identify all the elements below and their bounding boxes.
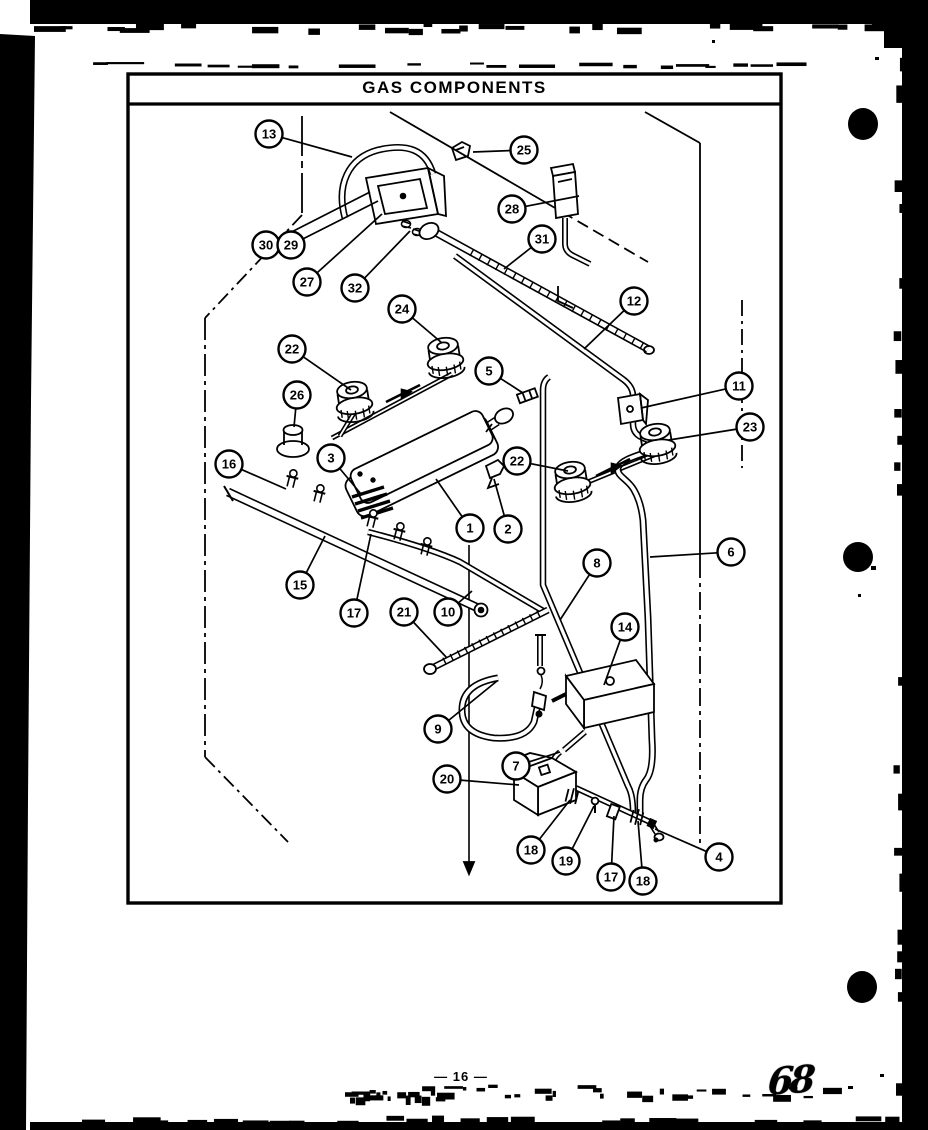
speckle — [106, 62, 144, 64]
burner-valve-24 — [424, 335, 466, 380]
leader-line — [669, 429, 737, 440]
callout-number: 8 — [593, 555, 601, 571]
callout-number: 27 — [299, 274, 315, 290]
speckle — [436, 1097, 445, 1101]
speckle — [376, 1092, 380, 1096]
speckle — [409, 29, 423, 35]
speckle — [359, 24, 375, 29]
callout-number: 20 — [439, 771, 455, 787]
speckle — [776, 62, 806, 66]
callout-15 — [287, 536, 326, 599]
speckle — [93, 62, 108, 65]
speckle — [270, 1121, 290, 1129]
callout-number: 3 — [327, 450, 335, 466]
leader-line — [317, 214, 382, 273]
part-callouts — [216, 121, 764, 895]
callout-1 — [436, 479, 484, 542]
callout-31 — [504, 226, 556, 270]
speckle — [463, 1087, 466, 1091]
callout-number: 25 — [516, 142, 532, 158]
pipe-8 — [543, 377, 633, 812]
speckle — [712, 1089, 726, 1095]
speckle — [751, 64, 773, 67]
leader-line — [641, 389, 726, 408]
leader-line — [650, 553, 718, 557]
burner-bell — [417, 220, 442, 243]
speckle — [674, 1119, 698, 1125]
ignition-module — [366, 168, 446, 224]
fitting-11 — [618, 394, 648, 424]
speckle — [506, 26, 525, 30]
callout-number: 28 — [504, 201, 520, 217]
callout-number: 31 — [534, 231, 550, 247]
speckle — [159, 1120, 168, 1127]
speckle — [308, 29, 320, 35]
speckle — [181, 23, 196, 28]
speckle — [363, 1092, 370, 1101]
speckle — [432, 1116, 444, 1123]
leader-line — [612, 816, 614, 864]
speckle — [422, 1086, 435, 1091]
speckle — [424, 23, 433, 27]
callout-26 — [284, 382, 311, 428]
speckle — [553, 1091, 556, 1097]
callout-24 — [389, 296, 443, 344]
speckle — [894, 848, 903, 856]
speckle — [899, 278, 908, 289]
callout-number: 19 — [558, 853, 574, 869]
manifold-pipe-core — [228, 492, 478, 608]
speckle — [82, 1120, 105, 1124]
speckle — [620, 1118, 635, 1124]
speckle — [896, 85, 903, 102]
leader-line — [364, 231, 410, 278]
speckle — [470, 63, 484, 65]
callout-30 — [253, 192, 371, 259]
speckle — [388, 1096, 391, 1101]
speckle — [899, 874, 906, 892]
diagram-title: GAS COMPONENTS — [362, 78, 547, 97]
speckle — [188, 1120, 208, 1126]
speckle — [823, 1088, 842, 1094]
speckle — [431, 1091, 435, 1096]
speckle — [289, 1121, 305, 1128]
speckle — [373, 1096, 377, 1099]
speckle — [339, 64, 376, 67]
speckle — [697, 1089, 707, 1091]
speckle — [350, 1098, 355, 1104]
callout-number: 16 — [221, 456, 237, 472]
leader-line — [560, 574, 590, 620]
speckle — [898, 930, 906, 945]
speckle — [897, 436, 906, 445]
leader-line — [306, 536, 325, 573]
callout-number: 32 — [347, 280, 363, 296]
speckle — [895, 180, 904, 192]
callout-number: 15 — [292, 577, 308, 593]
scan-speckles — [34, 0, 909, 1129]
speckle — [136, 23, 164, 30]
speckle — [487, 1117, 508, 1124]
leader-line — [412, 318, 442, 343]
speckle — [755, 1120, 777, 1124]
leader-line — [572, 806, 594, 849]
speckle — [546, 1095, 553, 1100]
speckle — [856, 1116, 882, 1121]
speckle — [385, 28, 409, 33]
speckle — [705, 66, 715, 68]
callout-16 — [216, 451, 287, 490]
callout-number: 23 — [742, 419, 758, 435]
callout-number: 18 — [523, 842, 539, 858]
speckle — [898, 677, 905, 686]
speckle — [838, 25, 848, 30]
speckle — [676, 64, 709, 67]
speckle — [461, 1118, 480, 1124]
callout-number: 4 — [715, 849, 723, 865]
regulator-outlet-pipe-core — [564, 732, 585, 750]
speckle — [514, 1094, 520, 1097]
speckle — [252, 64, 279, 68]
speckle — [441, 29, 460, 34]
callout-number: 10 — [440, 604, 456, 620]
speckle — [479, 24, 505, 29]
speckle — [444, 1086, 463, 1089]
callout-11 — [641, 373, 753, 409]
speckle — [488, 1085, 498, 1088]
speckle — [370, 1090, 376, 1094]
leader-line — [303, 357, 351, 390]
speckle — [753, 26, 773, 31]
scan-edge-top — [30, 0, 928, 24]
callout-number: 5 — [485, 363, 493, 379]
speckle — [678, 1095, 694, 1098]
speckle — [459, 25, 468, 31]
speckle — [865, 24, 893, 31]
speckle — [511, 1117, 535, 1123]
callout-17 — [598, 816, 625, 891]
speckle — [406, 1119, 427, 1127]
speckle — [894, 331, 902, 341]
leader-line — [241, 469, 286, 489]
callout-number: 2 — [504, 521, 512, 537]
scan-edge-left — [0, 34, 35, 1130]
speckle — [649, 1118, 676, 1124]
speckle — [885, 1117, 899, 1124]
callout-number: 30 — [258, 237, 274, 253]
speckle — [899, 204, 909, 213]
speckle — [617, 28, 642, 34]
speckle — [569, 27, 580, 34]
callout-number: 22 — [284, 341, 300, 357]
hole-punch-dot — [848, 108, 878, 140]
callout-2 — [494, 479, 522, 543]
callout-number: 7 — [512, 758, 520, 774]
speckle — [733, 63, 748, 66]
speckle — [345, 1092, 352, 1096]
speckle — [896, 1083, 902, 1095]
callout-number: 9 — [434, 721, 442, 737]
page-number: — 16 — — [434, 1069, 488, 1084]
speckle — [386, 1116, 404, 1121]
pipe-8-core — [543, 377, 633, 812]
speckle — [382, 1091, 387, 1095]
speckle — [407, 63, 421, 65]
callout-23 — [669, 414, 764, 441]
speckle — [208, 65, 230, 68]
hole-punch-dot — [847, 971, 877, 1003]
hole-punch-dot — [843, 542, 873, 572]
speckle — [803, 1120, 821, 1125]
callout-number: 13 — [261, 126, 277, 142]
speckle — [895, 360, 905, 374]
ignitor-cap — [424, 664, 436, 674]
leader-line — [357, 534, 371, 600]
speckle — [642, 1096, 653, 1102]
pressure-regulator — [552, 660, 654, 728]
callout-29 — [278, 201, 379, 259]
speckle — [602, 1120, 620, 1128]
speckle — [579, 63, 612, 67]
speckle — [661, 66, 673, 70]
leader-line — [294, 408, 296, 427]
speckle — [593, 1088, 602, 1092]
callout-22 — [279, 336, 352, 391]
callout-6 — [650, 539, 745, 566]
callout-number: 18 — [635, 873, 651, 889]
callout-number: 11 — [732, 378, 746, 394]
callout-number: 14 — [617, 619, 633, 635]
speckle — [61, 26, 73, 29]
speckle — [893, 0, 899, 16]
speckle — [600, 1094, 604, 1099]
switch-28 — [551, 164, 578, 218]
speckle — [289, 65, 299, 68]
callout-number: 17 — [603, 869, 619, 885]
speckle — [894, 409, 901, 418]
leader-line — [504, 247, 531, 269]
speckle — [252, 27, 278, 33]
speckle — [812, 24, 838, 28]
speckle — [175, 64, 202, 67]
speckle — [422, 1097, 430, 1106]
speckle — [894, 462, 900, 470]
callout-19 — [553, 806, 595, 875]
leader-line — [638, 821, 642, 868]
speckle — [133, 1117, 161, 1124]
callout-number: 17 — [346, 605, 362, 621]
cap-26 — [277, 425, 309, 457]
speckle — [623, 65, 637, 68]
speckle — [592, 24, 602, 30]
speckle — [710, 23, 720, 28]
leader-line — [473, 151, 511, 152]
speckle — [743, 1094, 751, 1096]
leader-line — [436, 479, 462, 517]
speckle — [897, 484, 906, 496]
speckle — [627, 1092, 642, 1098]
speckle — [337, 1121, 358, 1126]
callout-number: 24 — [394, 301, 410, 317]
arrow-down-icon — [464, 862, 474, 874]
leader-line — [413, 622, 447, 658]
callout-number: 29 — [283, 237, 299, 253]
callout-number: 21 — [396, 604, 412, 620]
callout-25 — [473, 137, 538, 164]
speckle — [214, 1119, 238, 1127]
leader-line — [500, 378, 523, 393]
speckle — [895, 969, 902, 979]
speckle — [397, 1092, 406, 1098]
callout-13 — [256, 121, 353, 158]
speckle — [660, 1089, 664, 1095]
burner-valve-22b — [551, 459, 593, 504]
callout-number: 22 — [509, 453, 525, 469]
leader-line — [282, 138, 352, 157]
part28-pipe-core — [565, 218, 590, 264]
speckle — [505, 1095, 511, 1098]
callout-number: 12 — [626, 293, 642, 309]
speckle — [406, 1096, 411, 1105]
handwritten-page-mark: 68 — [766, 1056, 813, 1104]
speckle — [243, 1120, 269, 1125]
burner-valve-23 — [636, 421, 678, 466]
speckle — [519, 65, 555, 68]
scan-corner-blob — [872, 0, 884, 26]
callout-number: 6 — [727, 544, 735, 560]
callout-4 — [655, 829, 733, 871]
cabinet-outline — [205, 112, 742, 874]
speckle — [893, 765, 899, 773]
speckle — [477, 1088, 486, 1092]
callout-number: 26 — [289, 387, 305, 403]
callout-8 — [560, 550, 611, 621]
callout-5 — [476, 358, 524, 394]
speckle — [897, 951, 906, 962]
leader-line — [655, 829, 707, 852]
speckle — [898, 992, 906, 1002]
callout-number: 1 — [466, 520, 474, 536]
speckle — [415, 1096, 422, 1104]
callout-18 — [630, 821, 657, 895]
speckle — [535, 1089, 552, 1094]
speckle — [900, 58, 909, 72]
speckle — [486, 65, 506, 68]
speckle — [898, 794, 906, 811]
